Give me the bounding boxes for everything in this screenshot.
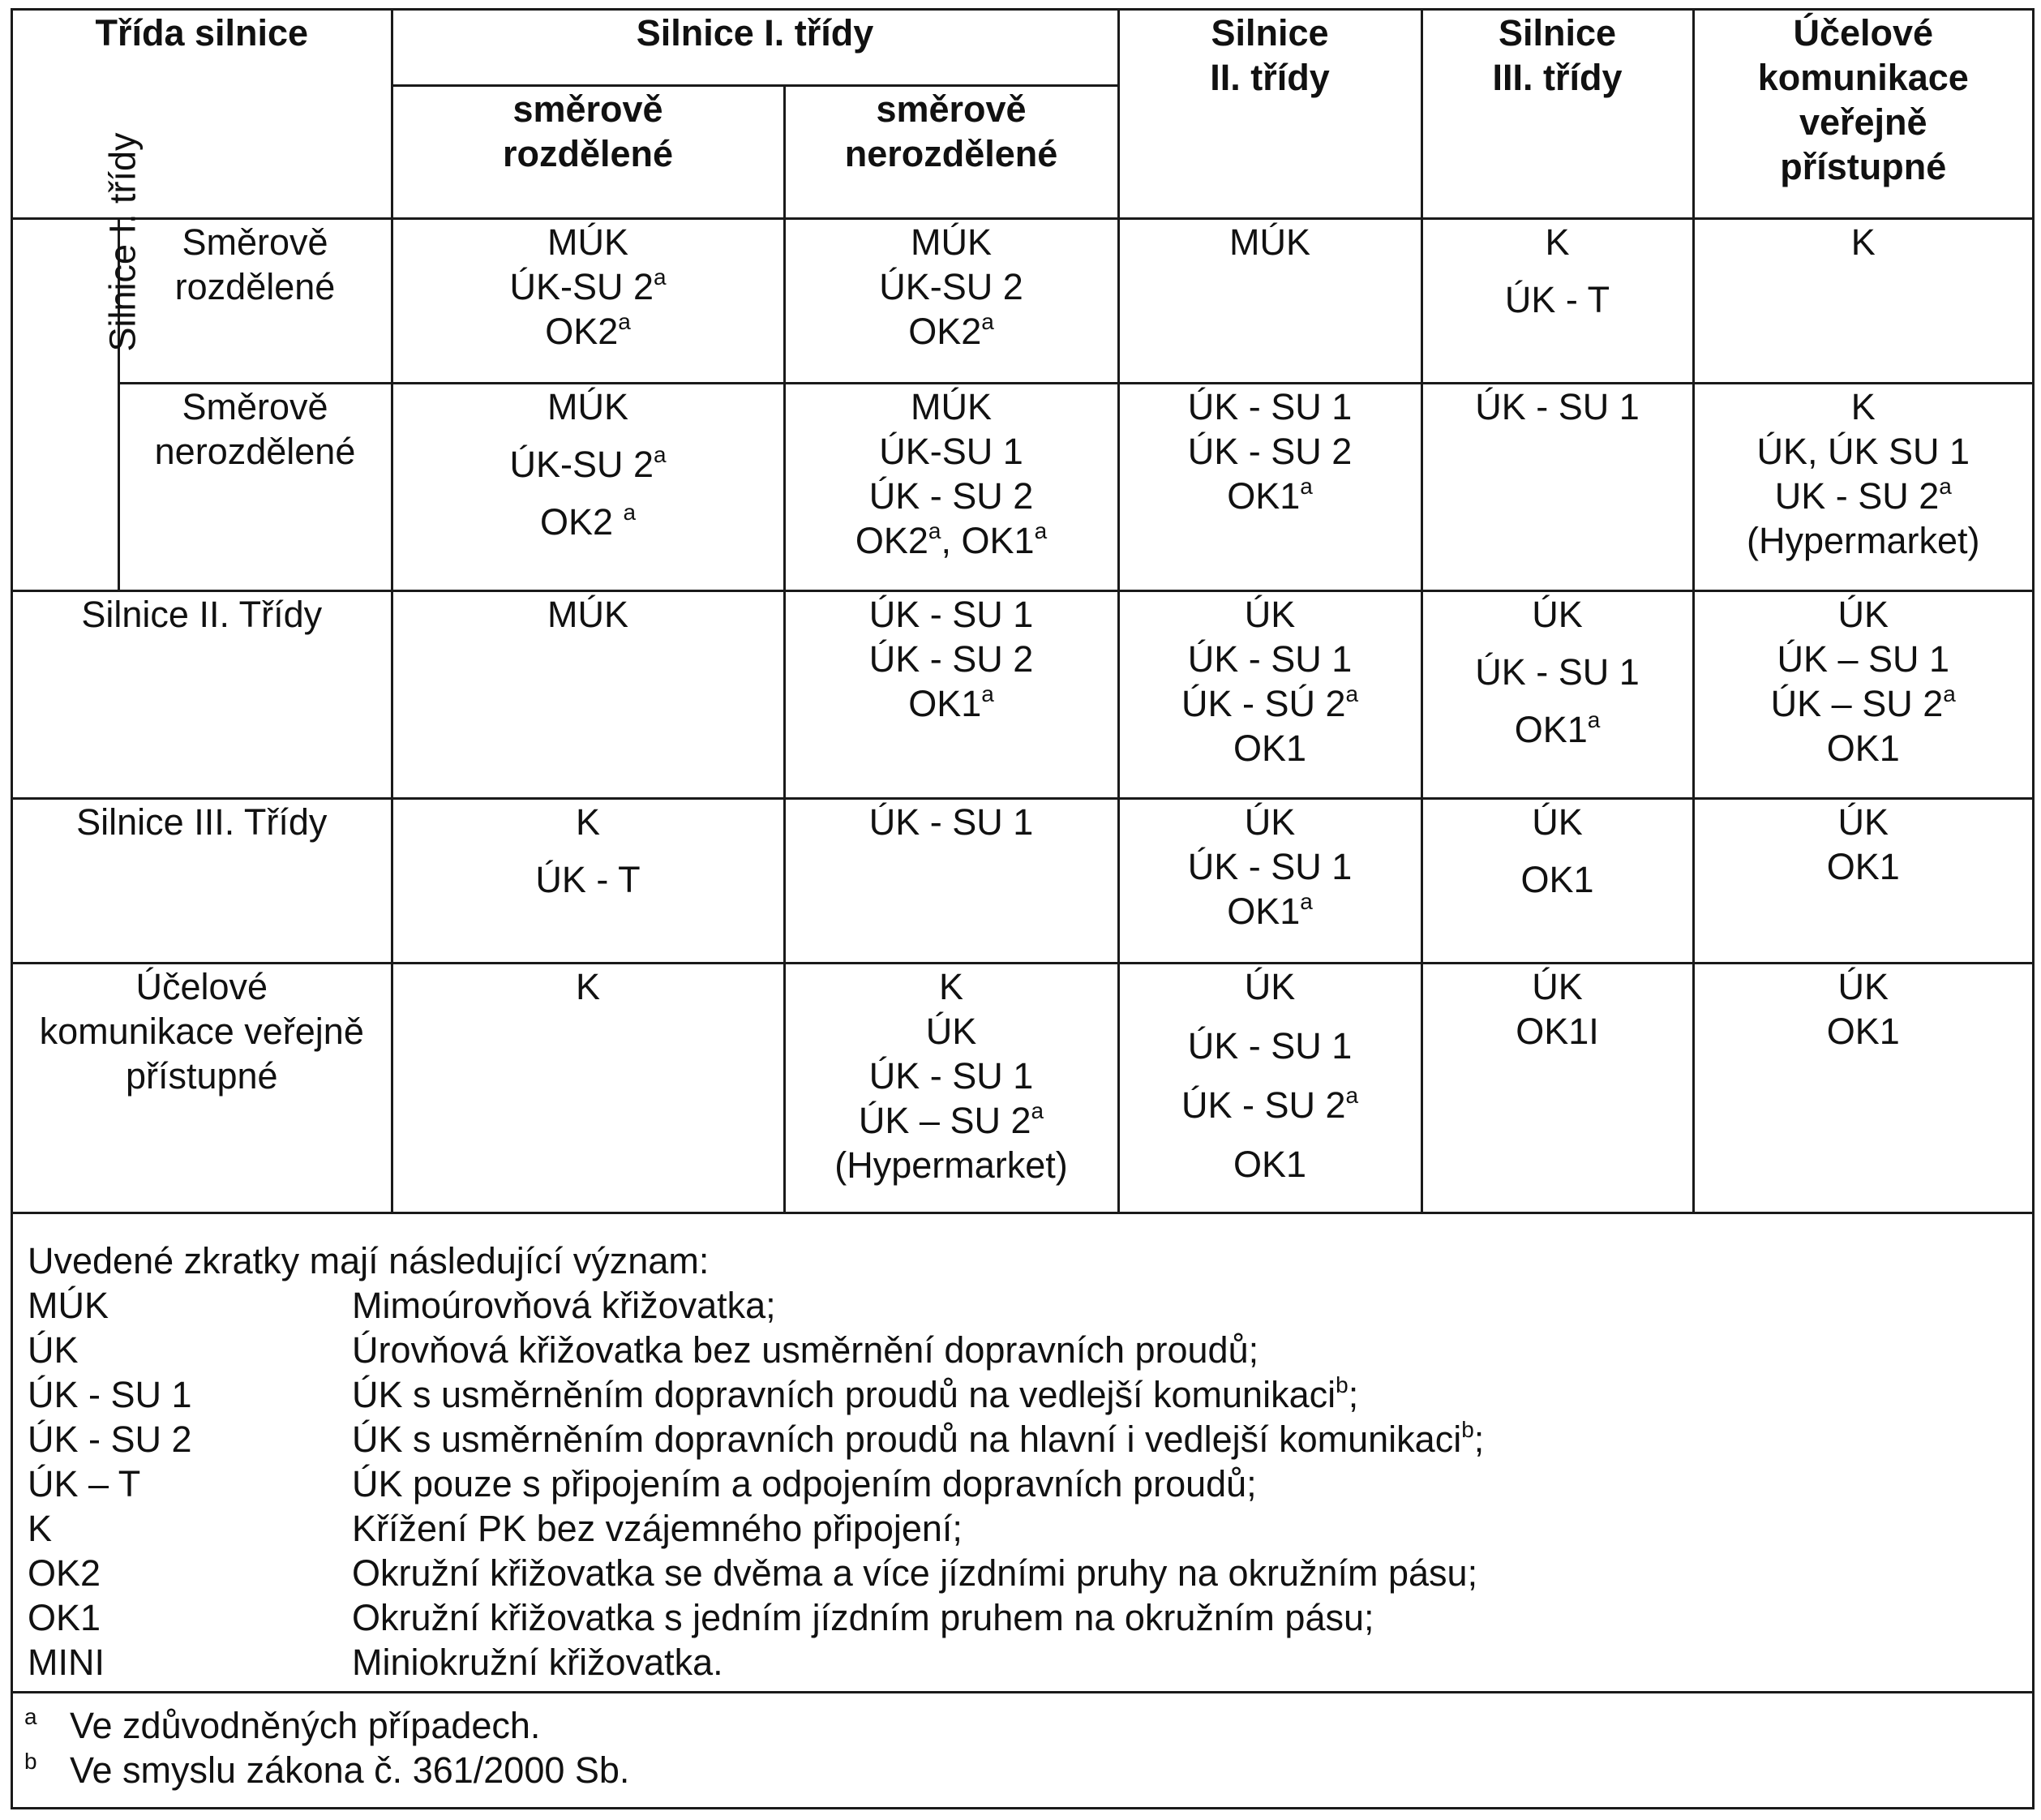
cell-r4-c4: ÚK OK1 — [1421, 798, 1693, 963]
cell-r3-c1: MÚK — [392, 590, 784, 798]
cell-r5-c4: ÚK OK1I — [1421, 963, 1693, 1212]
cell-r5-c2: K ÚK ÚK - SU 1 ÚK – SU 2$^a$ (Hypermarket) — [784, 963, 1118, 1212]
col-header-purpose-roads: Účelové komunikace veřejně přístupné — [1693, 11, 2032, 218]
cell-r5-c3: ÚK ÚK - SU 1 ÚK - SU 2$^a$ OK1 — [1118, 963, 1421, 1212]
legend-row: MÚK Mimoúrovňová křižovatka; — [28, 1285, 776, 1326]
legend-row: OK2 Okružní křižovatka se dvěma a více jízdními pruhy na okružním pásu; — [28, 1552, 1478, 1594]
col-header-I-undivided: směrově nerozdělené — [784, 85, 1118, 218]
legend-intro: Uvedené zkratky mají následující význam: — [28, 1240, 710, 1281]
row-label-class-II: Silnice II. Třídy — [13, 590, 392, 798]
col-header-I-divided: směrově rozdělené — [392, 85, 784, 218]
matrix-table — [13, 11, 2032, 1212]
cell-r3-c2: ÚK - SU 1 ÚK - SU 2 OK1$^a$ — [784, 590, 1118, 798]
cell-r1-c4: K ÚK - T — [1421, 218, 1693, 383]
cell-r3-c5: ÚK ÚK – SU 1 ÚK – SU 2$^a$ OK1 — [1693, 590, 2032, 798]
legend-row: ÚK – T ÚK pouze s připojením a odpojením dopravních proudů; — [28, 1463, 1257, 1505]
row-label-class-III: Silnice III. Třídy — [13, 798, 392, 963]
cell-r2-c4: ÚK - SU 1 — [1421, 383, 1693, 590]
cell-r4-c5: ÚK OK1 — [1693, 798, 2032, 963]
cell-r4-c3: ÚK ÚK - SU 1 OK1$^a$ — [1118, 798, 1421, 963]
cell-r1-c2: MÚK ÚK-SU 2 OK2$^a$ — [784, 218, 1118, 383]
legend-row: MINI Miniokružní křižovatka. — [28, 1642, 723, 1683]
corner-header: Třída silnice — [13, 11, 392, 218]
cell-r2-c2: MÚK ÚK-SU 1 ÚK - SU 2 OK2$^a$, OK1$^a$ — [784, 383, 1118, 590]
cell-r3-c3: ÚK ÚK - SU 1 ÚK - SÚ 2$^a$ OK1 — [1118, 590, 1421, 798]
cell-r3-c4: ÚK ÚK - SU 1 OK1$^a$ — [1421, 590, 1693, 798]
row-label-I-divided: Směrově rozdělené — [118, 218, 392, 383]
cell-r2-c5: K ÚK, ÚK SU 1 UK - SU 2$^a$ (Hypermarket) — [1693, 383, 2032, 590]
cell-r1-c1: MÚK ÚK-SU 2$^a$ OK2$^a$ — [392, 218, 784, 383]
cell-r4-c1: K ÚK - T — [392, 798, 784, 963]
cell-r4-c2: ÚK - SU 1 — [784, 798, 1118, 963]
legend-row: ÚK - SU 1 ÚK s usměrněním dopravních proudů na vedlejší komunikaci$^b$; — [28, 1372, 1359, 1415]
legend-row: K Křížení PK bez vzájemného připojení; — [28, 1508, 963, 1549]
cell-r5-c1: K — [392, 963, 784, 1212]
cell-r1-c3: MÚK — [1118, 218, 1421, 383]
col-header-class-II: Silnice II. třídy — [1118, 11, 1421, 218]
group-header-class-I: Silnice I. třídy — [392, 11, 1118, 85]
col-header-class-III: Silnice III. třídy — [1421, 11, 1693, 218]
row-group-class-I: Silnice I. třídy — [13, 218, 118, 590]
row-label-purpose-roads: Účelové komunikace veřejně přístupné — [13, 963, 392, 1212]
footnote-a: a Ve zdůvodněných případech. — [24, 1704, 541, 1746]
legend-row: ÚK - SU 2 ÚK s usměrněním dopravních proudů na hlavní i vedlejší komunikaci$^b$; — [28, 1417, 1485, 1460]
row-label-I-undivided: Směrově nerozdělené — [118, 383, 392, 590]
cell-r1-c5: K — [1693, 218, 2032, 383]
cell-r5-c5: ÚK OK1 — [1693, 963, 2032, 1212]
footnote-b: b Ve smyslu zákona č. 361/2000 Sb. — [24, 1749, 630, 1791]
footnotes — [13, 1691, 2032, 1807]
cell-r2-c3: ÚK - SU 1 ÚK - SU 2 OK1$^a$ — [1118, 383, 1421, 590]
legend-row: OK1 Okružní křižovatka s jedním jízdním pruhem na okružním pásu; — [28, 1597, 1374, 1638]
abbreviation-legend — [13, 1212, 2032, 1691]
intersection-type-table — [11, 8, 2035, 1809]
cell-r2-c1: MÚK ÚK-SU 2$^a$ OK2 $^a$ — [392, 383, 784, 590]
legend-row: ÚK Úrovňová křižovatka bez usměrnění dopravních proudů; — [28, 1329, 1259, 1371]
